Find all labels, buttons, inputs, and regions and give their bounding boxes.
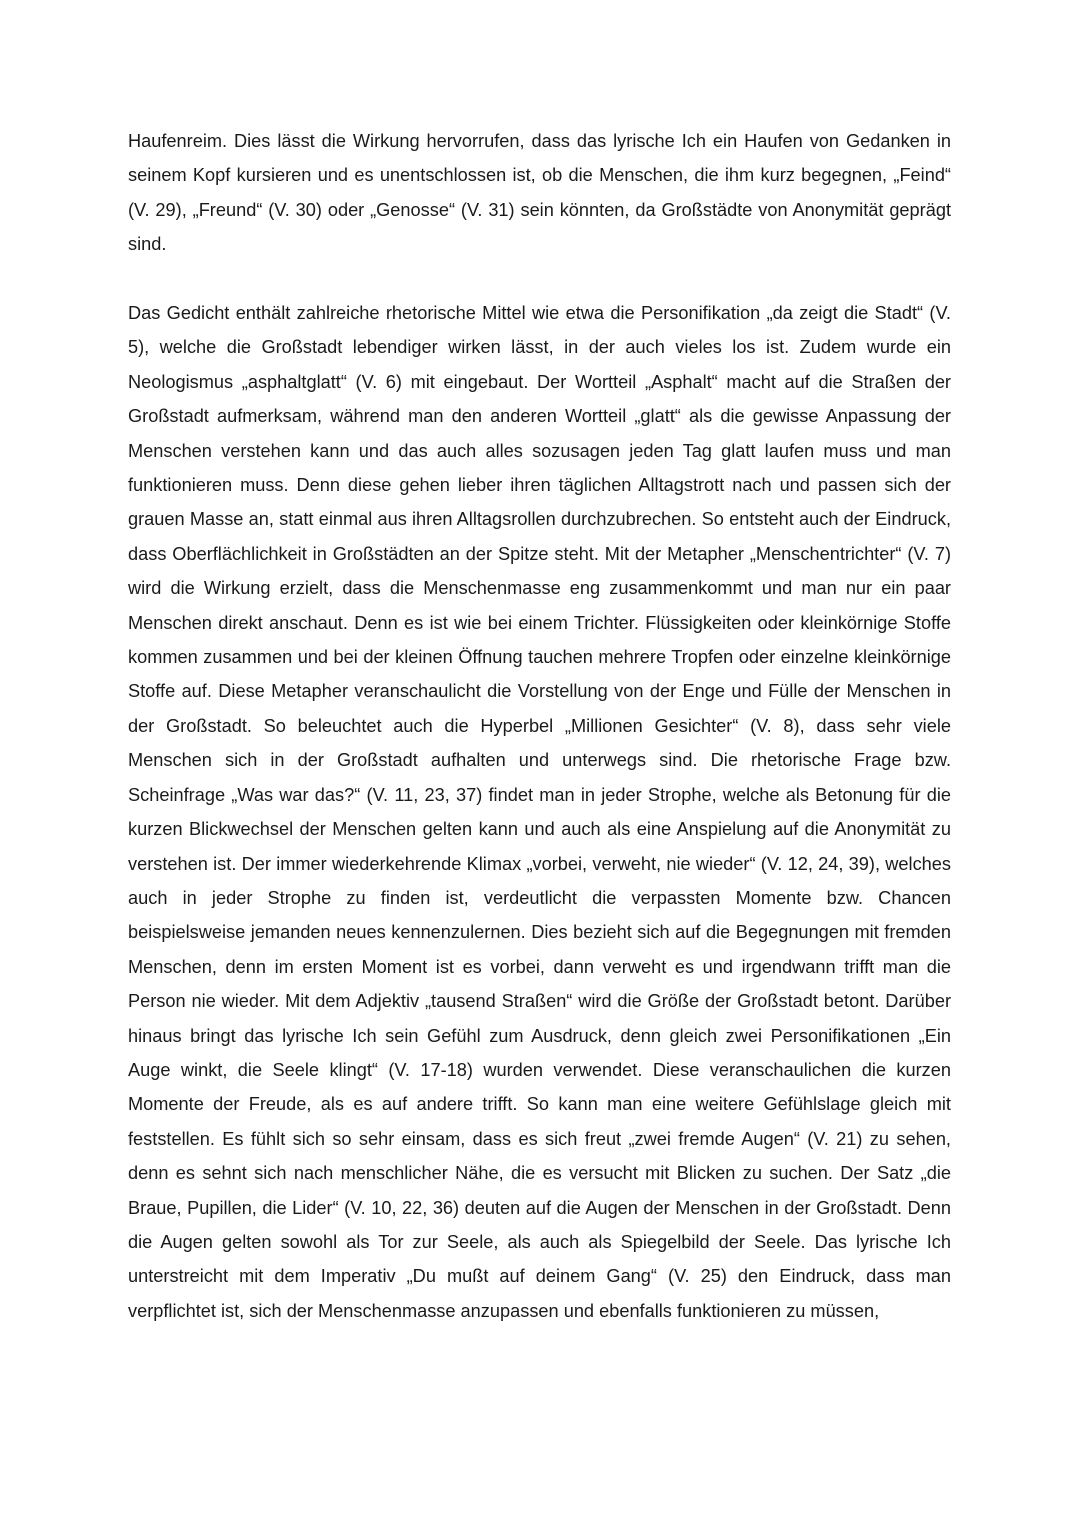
paragraph-block-2: [128, 296, 951, 1328]
paragraph-block-1: [128, 124, 951, 262]
paragraph: Das Gedicht enthält zahlreiche rhetorische Mittel wie etwa die Personifikation „da zeigt die Stadt“ (V. 5), welche die Großstadt lebendiger wirken lässt, in der auch vieles los ist. Zudem wurde ein Neologismus „asphaltglatt“ (V. 6) mit eingebaut. Der Wortteil „Asphalt“ macht auf die Straßen der Großstadt aufmerksam, während man den anderen Wortteil „glatt“ als die gewisse Anpassung der Menschen verstehen kann und das auch alles sozusagen jeden Tag glatt laufen muss und man funktionieren muss. Denn diese gehen lieber ihren täglichen Alltagstrott nach und passen sich der grauen Masse an, statt einmal aus ihren Alltagsrollen durchzubrechen. So entsteht auch der Eindruck, dass Oberflächlichkeit in Großstädten an der Spitze steht. Mit der Metapher „Menschentrichter“ (V. 7) wird die Wirkung erzielt, dass die Menschenmasse eng zusammenkommt und man nur ein paar Menschen direkt anschaut. Denn es ist wie bei einem Trichter. Flüssigkeiten oder kleinkörnige Stoffe kommen zusammen und bei der kleinen Öffnung tauchen mehrere Tropfen oder einzelne kleinkörnige Stoffe auf. Diese Metapher veranschaulicht die Vorstellung von der Enge und Fülle der Menschen in der Großstadt. So beleuchtet auch die Hyperbel „Millionen Gesichter“ (V. 8), dass sehr viele Menschen sich in der Großstadt aufhalten und unterwegs sind. Die rhetorische Frage bzw. Scheinfrage „Was war das?“ (V. 11, 23, 37) findet man in jeder Strophe, welche als Betonung für die kurzen Blickwechsel der Menschen gelten kann und auch als eine Anspielung auf die Anonymität zu verstehen ist. Der immer wiederkehrende Klimax „vorbei, verweht, nie wieder“ (V. 12, 24, 39), welches auch in jeder Strophe zu finden ist, verdeutlicht die verpassten Momente bzw. Chancen beispielsweise jemanden neues kennenzulernen. Dies bezieht sich auf die Begegnungen mit fremden Menschen, denn im ersten Moment ist es vorbei, dann verweht es und irgendwann trifft man die Person nie wieder. Mit dem Adjektiv „tausend Straßen“ wird die Größe der Großstadt betont. Darüber hinaus bringt das lyrische Ich sein Gefühl zum Ausdruck, denn gleich zwei Personifikationen „Ein Auge winkt, die Seele klingt“ (V. 17-18) wurden verwendet. Diese veranschaulichen die kurzen Momente der Freude, als es auf andere trifft. So kann man eine weitere Gefühlslage gleich mit feststellen. Es fühlt sich so sehr einsam, dass es sich freut „zwei fremde Augen“ (V. 21) zu sehen, denn es sehnt sich nach menschlicher Nähe, die es versucht mit Blicken zu suchen. Der Satz „die Braue, Pupillen, die Lider“ (V. 10, 22, 36) deuten auf die Augen der Menschen in der Großstadt. Denn die Augen gelten sowohl als Tor zur Seele, als auch als Spiegelbild der Seele. Das lyrische Ich unterstreicht mit dem Imperativ „Du mußt auf deinem Gang“ (V. 25) den Eindruck, dass man verpflichtet ist, sich der Menschenmasse anzupassen und ebenfalls funktionieren zu müssen,: [128, 303, 951, 1321]
paragraph: Haufenreim. Dies lässt die Wirkung hervorrufen, dass das lyrische Ich ein Haufen von Gedanken in seinem Kopf kursieren und es unentschlossen ist, ob die Menschen, die ihm kurz begegnen, „Feind“ (V. 29), „Freund“ (V. 30) oder „Genosse“ (V. 31) sein könnten, da Großstädte von Anonymität geprägt sind.: [128, 131, 951, 255]
